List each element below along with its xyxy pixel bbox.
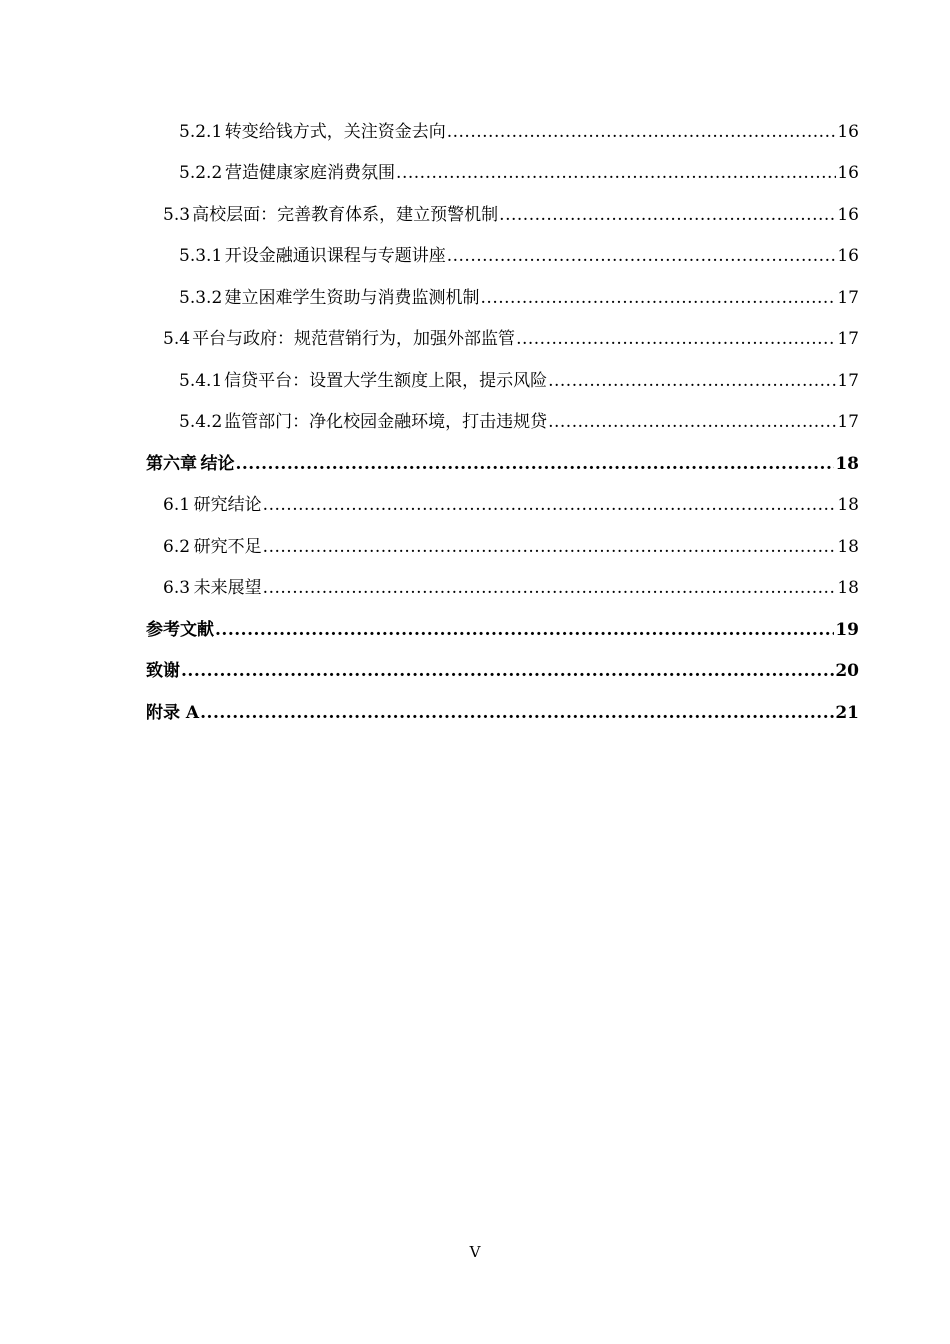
toc-entry-title: 未来展望 <box>193 578 262 599</box>
toc-entry-number: 6.1 <box>163 495 191 516</box>
toc-entry-number: 5.4.1 <box>179 370 223 391</box>
toc-entry-number: 5.3.1 <box>179 246 223 267</box>
dot-leader <box>481 288 837 308</box>
page-number-footer: V <box>469 1243 481 1261</box>
dot-leader <box>181 661 834 681</box>
toc-entry-number: 5.3.2 <box>179 287 223 308</box>
toc-entry-6-1[interactable] <box>0 485 950 527</box>
toc-entry-page: 21 <box>835 702 859 723</box>
dot-leader <box>447 122 837 142</box>
toc-entry-page: 16 <box>837 246 859 267</box>
toc-entry-number: 6.3 <box>163 578 191 599</box>
toc-entry-5-2-2[interactable] <box>0 153 950 195</box>
toc-entry-number: 5.2.1 <box>179 121 223 142</box>
dot-leader <box>396 163 836 183</box>
toc-entry-page: 19 <box>835 619 859 640</box>
toc-entry-number: 5.4.2 <box>179 412 223 433</box>
toc-entry-title: 致谢 <box>146 661 180 682</box>
toc-entry-5-2-1[interactable] <box>0 111 950 153</box>
dot-leader <box>263 537 837 557</box>
toc-entry-number: 5.2.2 <box>179 163 223 184</box>
dot-leader <box>200 703 834 723</box>
toc-entry-title: 研究结论 <box>193 495 262 516</box>
dot-leader <box>215 620 834 640</box>
toc-entry-references[interactable] <box>0 609 950 651</box>
toc-entry-title: 结论 <box>200 453 235 474</box>
toc-entry-title: 研究不足 <box>193 536 262 557</box>
toc-entry-title: 监管部门：净化校园金融环境，打击违规贷 <box>224 412 548 433</box>
toc-entry-title: 开设金融通识课程与专题讲座 <box>224 246 446 267</box>
table-of-contents <box>0 111 950 734</box>
dot-leader <box>548 412 836 432</box>
toc-entry-number: 5.4 <box>163 329 191 350</box>
toc-entry-page: 17 <box>837 329 859 350</box>
toc-entry-appendix-a[interactable] <box>0 692 950 734</box>
toc-entry-title: 信贷平台：设置大学生额度上限，提示风险 <box>224 370 548 391</box>
toc-entry-6-3[interactable] <box>0 568 950 610</box>
dot-leader <box>516 329 836 349</box>
toc-entry-page: 16 <box>837 163 859 184</box>
toc-entry-number: 第六章 <box>146 453 197 474</box>
toc-entry-chapter-6[interactable] <box>0 443 950 485</box>
toc-entry-5-3[interactable] <box>0 194 950 236</box>
dot-leader <box>263 578 837 598</box>
toc-entry-page: 17 <box>837 370 859 391</box>
toc-entry-page: 16 <box>837 121 859 142</box>
toc-entry-title: 参考文献 <box>146 619 214 640</box>
toc-entry-number: 6.2 <box>163 536 191 557</box>
toc-entry-5-4-1[interactable] <box>0 360 950 402</box>
toc-entry-number: 5.3 <box>163 204 191 225</box>
toc-entry-title: 转变给钱方式，关注资金去向 <box>224 121 446 142</box>
toc-entry-page: 16 <box>837 204 859 225</box>
dot-leader <box>548 371 836 391</box>
toc-entry-5-4[interactable] <box>0 319 950 361</box>
toc-entry-title: 建立困难学生资助与消费监测机制 <box>224 287 480 308</box>
dot-leader <box>499 205 836 225</box>
toc-entry-5-3-1[interactable] <box>0 236 950 278</box>
toc-entry-5-4-2[interactable] <box>0 402 950 444</box>
dot-leader <box>447 246 837 266</box>
toc-entry-page: 18 <box>835 453 859 474</box>
toc-entry-page: 18 <box>837 495 859 516</box>
toc-entry-title: 附录 A <box>146 702 200 723</box>
toc-entry-page: 20 <box>835 661 859 682</box>
toc-entry-acknowledgements[interactable] <box>0 651 950 693</box>
toc-entry-page: 18 <box>837 536 859 557</box>
toc-entry-title: 高校层面：完善教育体系，建立预警机制 <box>192 204 499 225</box>
toc-entry-page: 17 <box>837 287 859 308</box>
toc-entry-5-3-2[interactable] <box>0 277 950 319</box>
toc-entry-title: 营造健康家庭消费氛围 <box>225 163 396 184</box>
dot-leader <box>263 495 837 515</box>
toc-entry-page: 17 <box>837 412 859 433</box>
toc-entry-title: 平台与政府：规范营销行为，加强外部监管 <box>192 329 516 350</box>
toc-entry-6-2[interactable] <box>0 526 950 568</box>
dot-leader <box>235 454 834 474</box>
toc-entry-page: 18 <box>837 578 859 599</box>
